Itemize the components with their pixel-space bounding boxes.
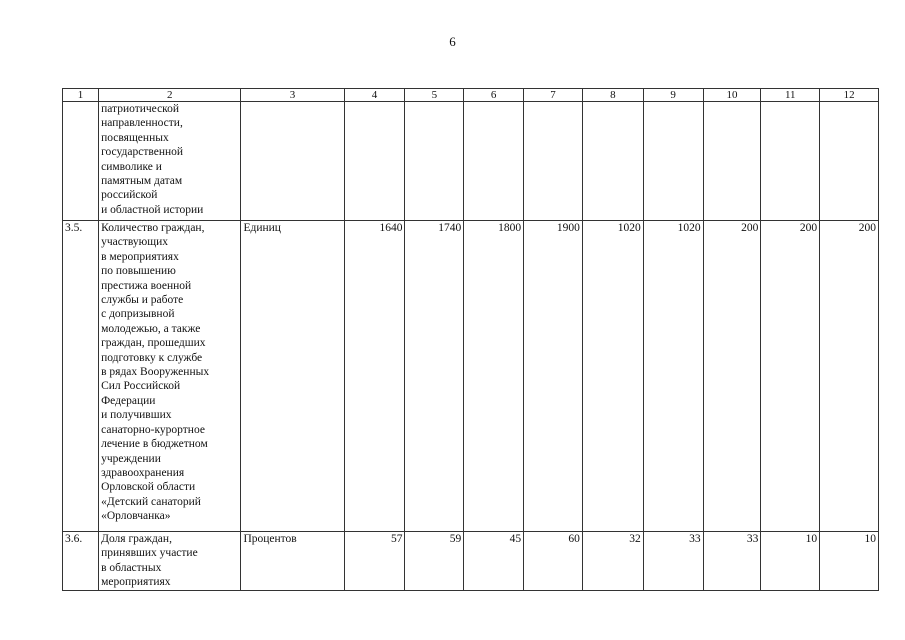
value-cell: 200	[761, 221, 820, 532]
value-cell: 33	[703, 532, 761, 591]
column-header: 4	[344, 89, 405, 102]
table-row	[63, 221, 879, 532]
column-header: 3	[241, 89, 344, 102]
indicator-name: Количество граждан, участвующих в мероприятиях по повышению престижа военной службы и работе с допризывной молодежью, а также граждан, прошедших подготовку к службе в рядах Вооруженных Сил Российской Федерации и получивших санаторно-курортное лечение в бюджетном учреждении здравоохранения Орловской области «Детский санаторий «Орловчанка»	[99, 221, 241, 532]
row-number	[63, 102, 99, 221]
unit-cell	[241, 102, 344, 221]
unit-cell: Процентов	[241, 532, 344, 591]
value-cell: 1020	[582, 221, 643, 532]
row-number: 3.5.	[63, 221, 99, 532]
column-header: 5	[405, 89, 464, 102]
page-number: 6	[449, 34, 456, 49]
row-number: 3.6.	[63, 532, 99, 591]
value-cell	[344, 102, 405, 221]
value-cell	[820, 102, 879, 221]
value-cell	[524, 102, 583, 221]
column-header: 10	[703, 89, 761, 102]
column-header: 8	[582, 89, 643, 102]
table-header-row	[63, 89, 879, 102]
indicator-name: патриотической направленности, посвященных государственной символике и памятным датам российской и областной истории	[99, 102, 241, 221]
value-cell: 1020	[643, 221, 703, 532]
value-cell	[405, 102, 464, 221]
value-cell: 60	[524, 532, 583, 591]
column-header: 2	[99, 89, 241, 102]
value-cell	[761, 102, 820, 221]
value-cell: 33	[643, 532, 703, 591]
unit-cell: Единиц	[241, 221, 344, 532]
column-header: 12	[820, 89, 879, 102]
value-cell: 200	[820, 221, 879, 532]
value-cell: 1740	[405, 221, 464, 532]
value-cell: 57	[344, 532, 405, 591]
value-cell: 1640	[344, 221, 405, 532]
indicator-name: Доля граждан, принявших участие в областных мероприятиях	[99, 532, 241, 591]
indicators-table	[62, 88, 879, 591]
value-cell: 10	[761, 532, 820, 591]
value-cell: 1900	[524, 221, 583, 532]
column-header: 6	[464, 89, 524, 102]
column-header: 11	[761, 89, 820, 102]
value-cell: 45	[464, 532, 524, 591]
value-cell	[643, 102, 703, 221]
value-cell	[582, 102, 643, 221]
value-cell: 200	[703, 221, 761, 532]
column-header: 9	[643, 89, 703, 102]
table-row	[63, 102, 879, 221]
value-cell	[703, 102, 761, 221]
value-cell: 10	[820, 532, 879, 591]
column-header: 7	[524, 89, 583, 102]
value-cell	[464, 102, 524, 221]
value-cell: 1800	[464, 221, 524, 532]
value-cell: 32	[582, 532, 643, 591]
value-cell: 59	[405, 532, 464, 591]
table-row	[63, 532, 879, 591]
column-header: 1	[63, 89, 99, 102]
